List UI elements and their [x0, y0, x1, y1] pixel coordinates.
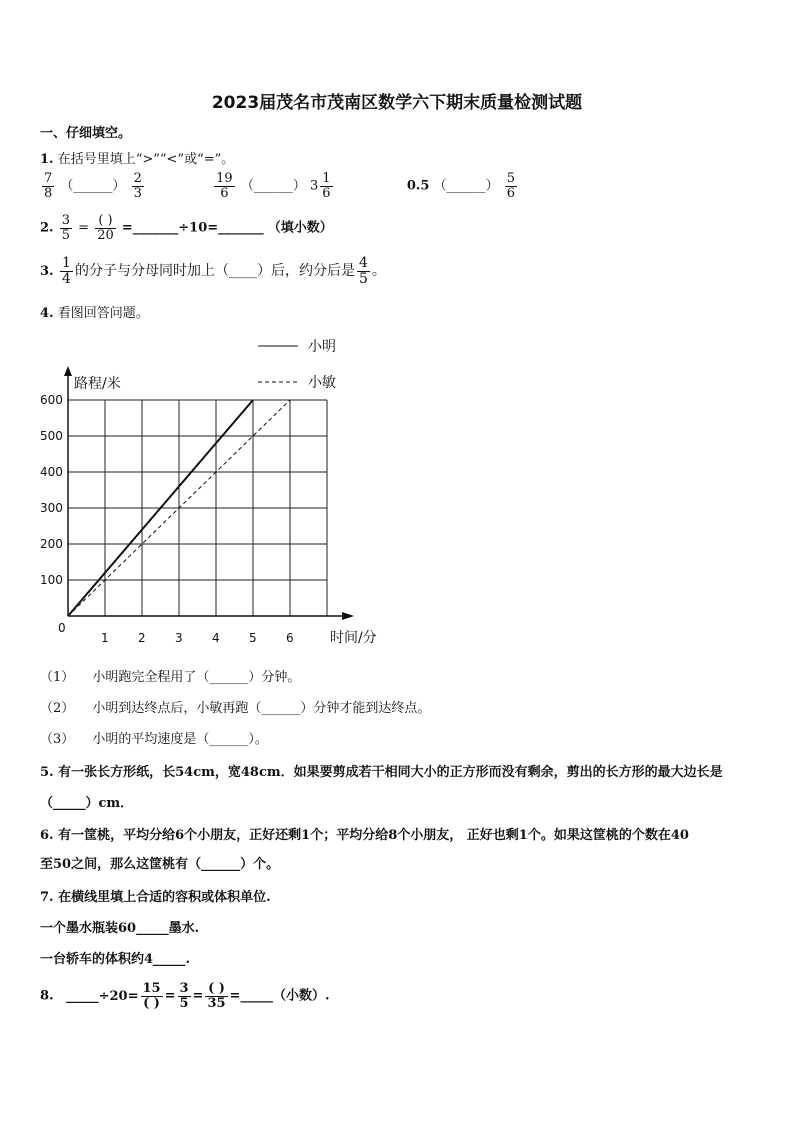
- question-5: [40, 761, 723, 780]
- q4-sub-1: [40, 666, 300, 685]
- q1-c-value: 0.5: [406, 178, 430, 194]
- q1-c-right-fraction: $\frac{5}{6}$: [506, 171, 516, 201]
- question-3: [40, 256, 386, 286]
- q5-line-2[interactable]: （_____）cm．: [40, 796, 134, 811]
- question-2: [40, 214, 333, 242]
- q3-end: 。: [371, 263, 386, 280]
- y-tick-label: 500: [40, 429, 63, 443]
- q1-a-left-fraction: $\frac{7}{8}$: [44, 171, 53, 201]
- chart-legend: [258, 339, 336, 391]
- q7-line-1[interactable]: 一个墨水瓶装60_____墨水.: [40, 921, 200, 936]
- q1-b-right-fraction: $\frac{1}{6}$: [322, 171, 331, 201]
- q8-fraction-1[interactable]: $\frac{15}{( )}$: [142, 981, 161, 1011]
- q8-fraction-2: $\frac{3}{5}$: [179, 981, 189, 1011]
- y-axis-label: 路程/米: [74, 376, 121, 392]
- q2-eq: =: [78, 220, 90, 236]
- x-axis-arrow: [342, 612, 354, 620]
- legend-label: 小明: [308, 339, 336, 355]
- q2-fraction: $\frac{3}{5}$: [61, 213, 70, 243]
- q4-sub-2: [40, 697, 430, 716]
- legend-label: 小敏: [308, 375, 336, 391]
- y-tick-label: 100: [40, 573, 63, 587]
- page-title: 2023届茂名市茂南区数学六下期末质量检测试题: [211, 93, 583, 113]
- x-tick-label: 3: [175, 631, 183, 645]
- q2-number: 2.: [40, 220, 54, 236]
- q8-end[interactable]: =_____（小数）.: [229, 988, 330, 1004]
- q4-sub3-text[interactable]: 小明的平均速度是（______）。: [92, 732, 268, 747]
- question-1: [40, 148, 234, 167]
- y-axis-arrow: [64, 366, 72, 376]
- q8-eq-2: =: [192, 988, 204, 1004]
- q1-number: 1.: [40, 152, 54, 167]
- q6-line1: 有一筐桃，平均分给6个小朋友，正好还剩1个；平均分给8个小朋友， 正好也剩1个。如果这筐桃的个数在40: [58, 828, 689, 843]
- section-heading: 一、仔细填空。: [40, 126, 132, 141]
- y-tick-label: 600: [40, 393, 63, 407]
- q4-text: 看图回答问题。: [57, 306, 149, 321]
- distance-time-chart: [30, 330, 410, 650]
- q3-fraction: $\frac{1}{4}$: [62, 255, 71, 287]
- q4-sub1-label: （1）: [40, 670, 75, 685]
- q3-number: 3.: [40, 264, 54, 280]
- q1-items: [40, 172, 519, 200]
- question-6: [40, 824, 689, 843]
- x-tick-label: 6: [286, 631, 294, 645]
- question-4: [40, 302, 149, 321]
- q1-a-blank[interactable]: （______）: [60, 178, 126, 194]
- q1-b-left-fraction: $\frac{19}{6}$: [216, 171, 233, 201]
- q2-blank-fraction[interactable]: $\frac{( )}{20}$: [97, 213, 114, 243]
- question-8: [40, 982, 329, 1010]
- q4-sub2-text[interactable]: 小明到达终点后，小敏再跑（______）分钟才能到达终点。: [92, 701, 431, 716]
- origin-label: 0: [58, 621, 66, 635]
- q7-text: 在横线里填上合适的容积或体积单位.: [58, 890, 271, 905]
- q3-text[interactable]: 的分子与分母同时加上（____）后，约分后是: [74, 263, 355, 280]
- q1-b-mixed-int: 3: [309, 178, 319, 194]
- q5-number: 5.: [40, 765, 54, 780]
- q1-c-blank[interactable]: （______）: [433, 178, 499, 194]
- q5-line1: 有一张长方形纸，长54cm，宽48cm．如果要剪成若干相同大小的正方形而没有剩余，剪出的长方形的最大边长是: [58, 765, 723, 780]
- q1-b-blank[interactable]: （______）: [240, 178, 306, 194]
- q4-sub-3: [40, 728, 268, 747]
- y-tick-label: 300: [40, 501, 63, 515]
- chart-ticks: [40, 393, 294, 645]
- x-tick-label: 4: [212, 631, 220, 645]
- q8-fraction-3[interactable]: $\frac{( )}{35}$: [207, 981, 226, 1011]
- x-tick-label: 2: [138, 631, 146, 645]
- q8-start[interactable]: _____÷20=: [66, 988, 139, 1004]
- q7-line-2[interactable]: 一台轿车的体积约4_____.: [40, 952, 191, 967]
- q3-result-fraction: $\frac{4}{5}$: [358, 255, 368, 287]
- chart-grid: [68, 400, 327, 616]
- y-tick-label: 200: [40, 537, 63, 551]
- question-7: [40, 886, 271, 905]
- q4-sub1-text[interactable]: 小明跑完全程用了（______）分钟。: [92, 670, 301, 685]
- q4-sub2-label: （2）: [40, 701, 75, 716]
- q1-a-right-fraction: $\frac{2}{3}$: [133, 171, 142, 201]
- x-axis-label: 时间/分: [330, 630, 377, 646]
- q6-line-2[interactable]: 至50之间，那么这筐桃有（______）个。: [40, 857, 280, 872]
- y-tick-label: 400: [40, 465, 63, 479]
- q8-number: 8.: [40, 988, 54, 1004]
- q4-number: 4.: [40, 306, 54, 321]
- x-tick-label: 1: [101, 631, 109, 645]
- q2-blanks[interactable]: =_______÷10=_______: [121, 220, 264, 236]
- x-tick-label: 5: [249, 631, 257, 645]
- q4-sub3-label: （3）: [40, 732, 75, 747]
- q6-number: 6.: [40, 828, 54, 843]
- q2-note: （填小数）: [267, 220, 333, 236]
- q8-eq-1: =: [164, 988, 176, 1004]
- q1-text: 在括号里填上“>”“<”或“=”。: [57, 152, 235, 167]
- chart-axes: [64, 366, 377, 646]
- q7-number: 7.: [40, 890, 54, 905]
